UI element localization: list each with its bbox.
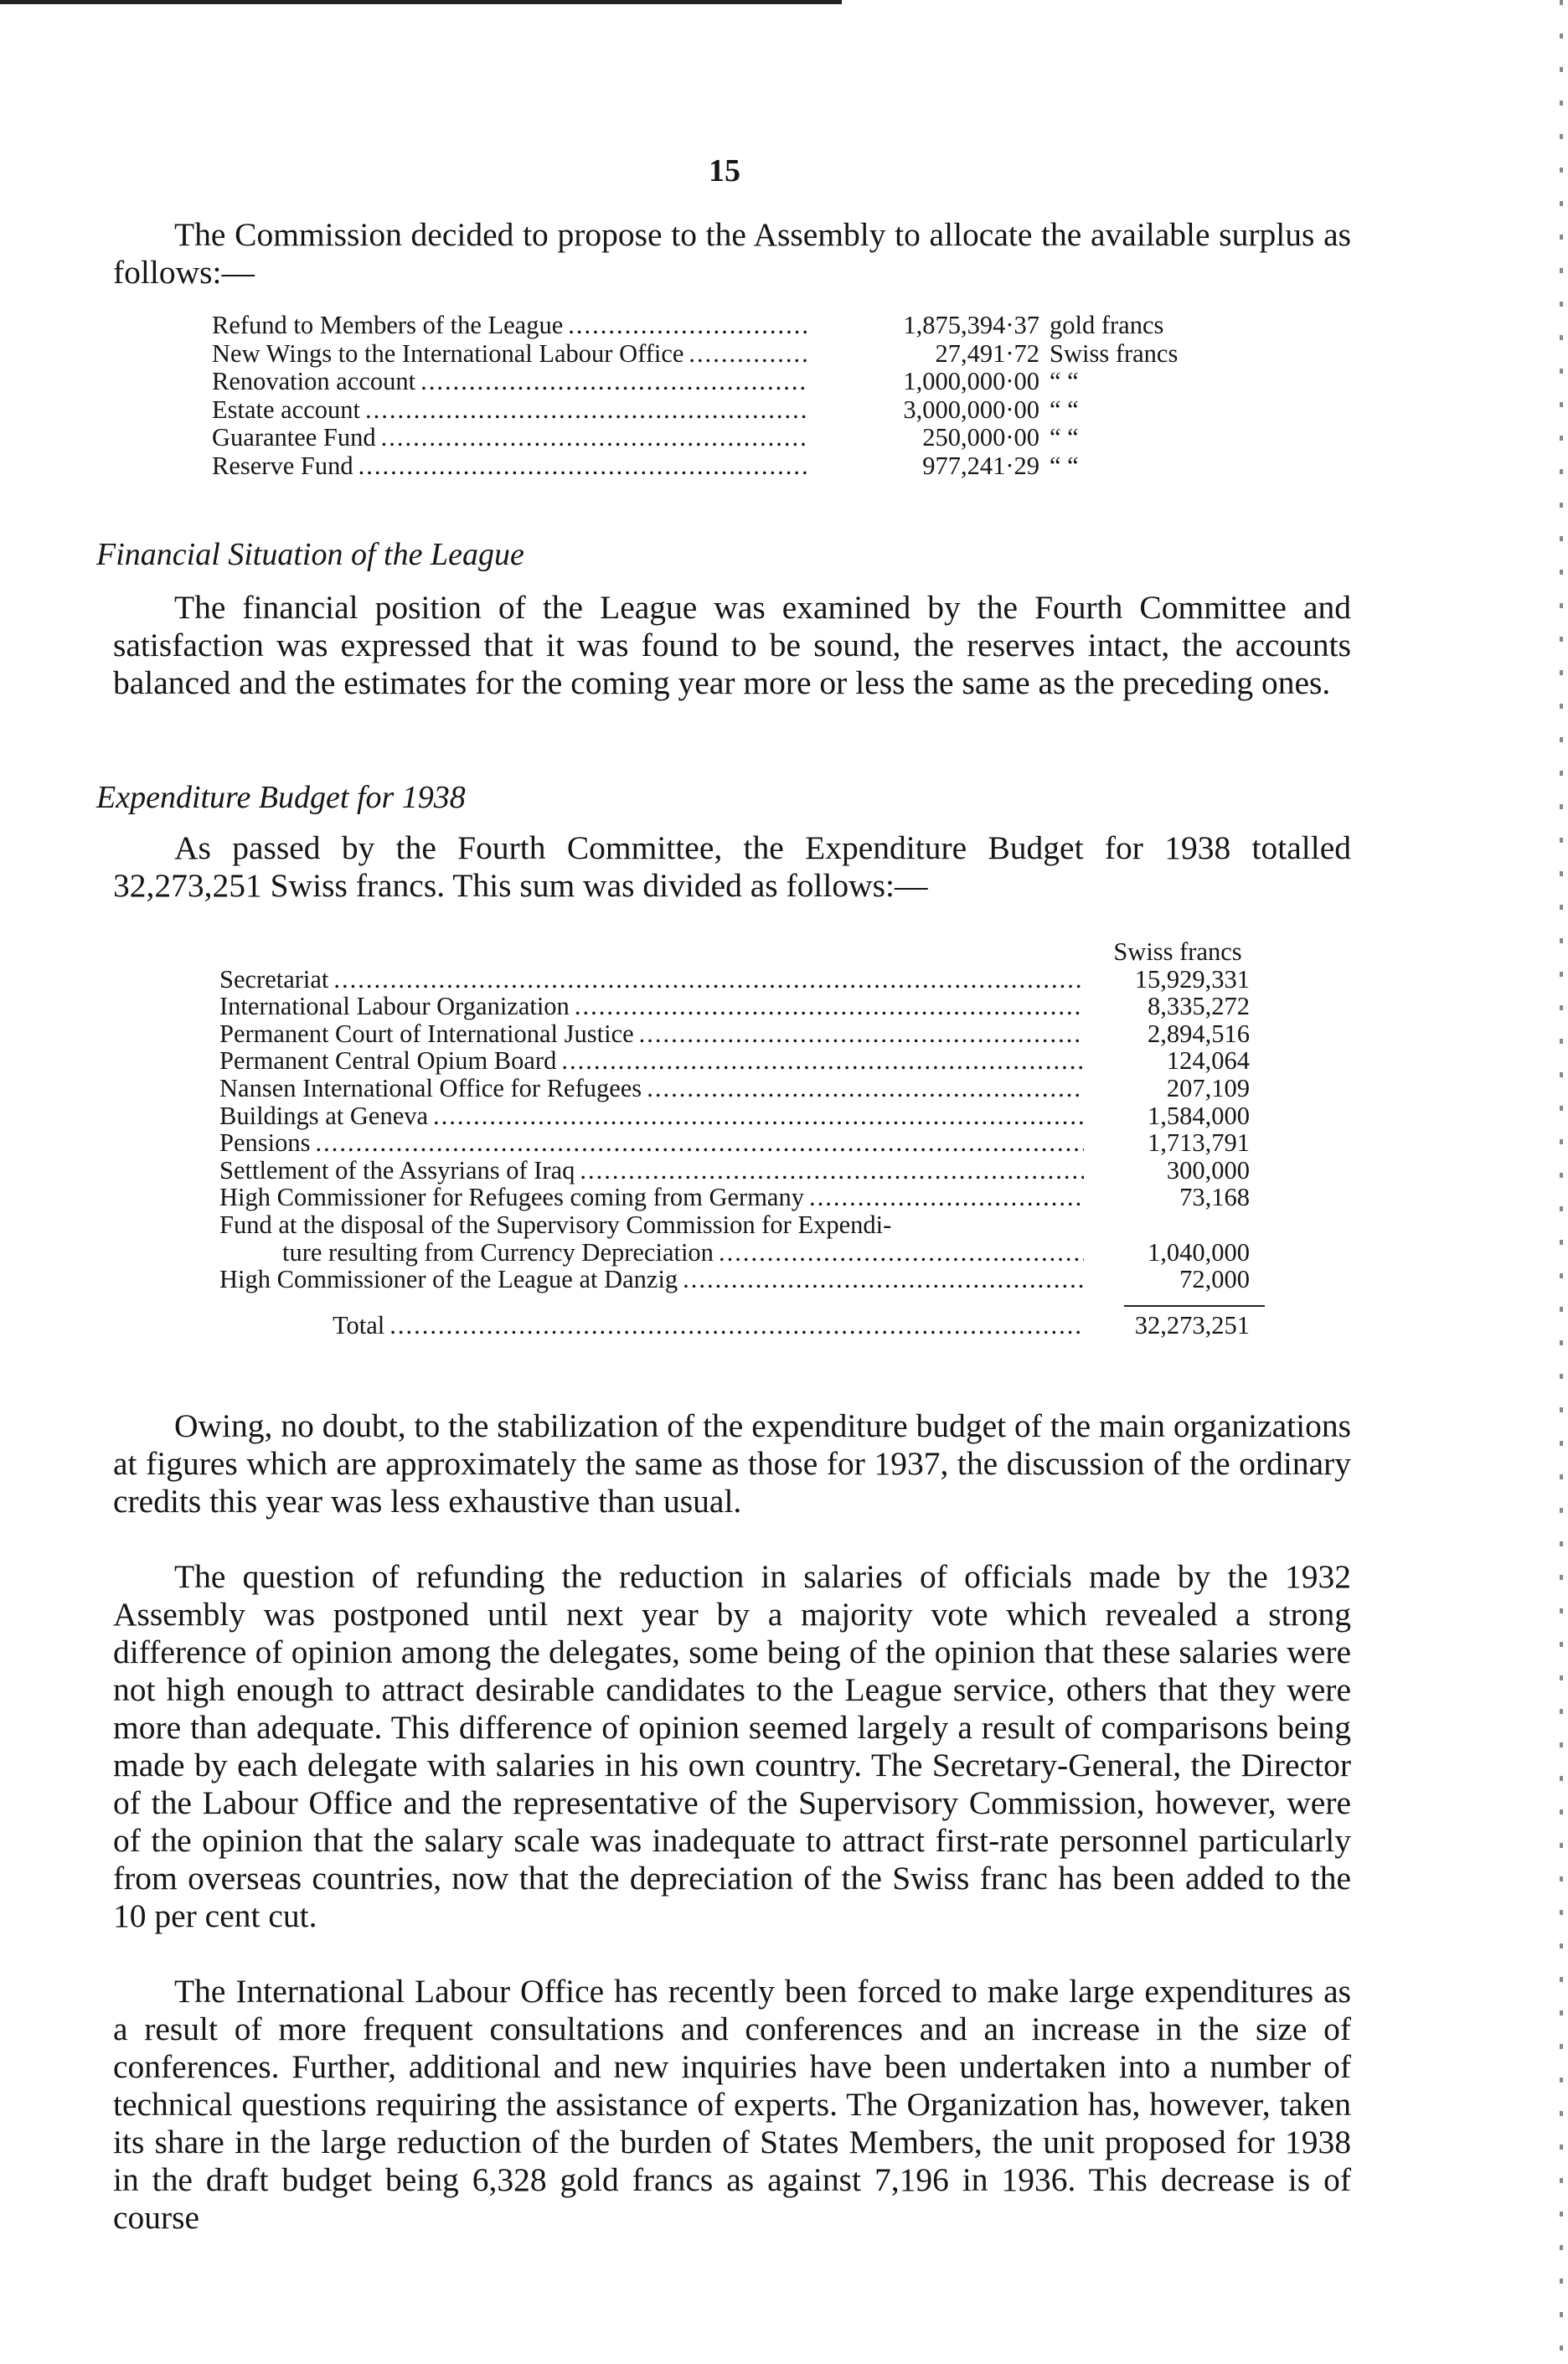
leader-dots <box>315 1129 1084 1157</box>
surplus-row <box>212 368 1242 396</box>
budget-item-label: Buildings at Geneva <box>219 1101 429 1130</box>
surplus-label: Estate account <box>212 395 360 424</box>
surplus-amount: 250,000·00 <box>922 423 1039 452</box>
budget-item-label: High Commissioner for Refugees coming from Germany <box>219 1183 804 1212</box>
budget-row <box>219 1047 1266 1075</box>
leader-dots <box>647 1075 1084 1102</box>
budget-item-label: Permanent Central Opium Board <box>219 1046 557 1076</box>
leader-dots <box>358 452 808 481</box>
paragraph-3-block <box>113 1407 1351 1520</box>
surplus-unit: “ “ <box>1050 367 1079 395</box>
surplus-label: Reserve Fund <box>212 451 353 480</box>
budget-total-amount: 32,273,251 <box>1134 1310 1250 1339</box>
leader-dots <box>809 1184 1084 1211</box>
budget-item-label: Pensions <box>219 1128 311 1158</box>
budget-item-label: Nansen International Office for Refugees <box>219 1073 642 1102</box>
budget-item-amount: 207,109 <box>1166 1073 1250 1102</box>
leader-dots <box>333 966 1084 994</box>
budget-row <box>219 1266 1266 1293</box>
budget-item-amount: 8,335,272 <box>1148 992 1250 1021</box>
surplus-amount: 27,491·72 <box>935 338 1039 368</box>
paragraph-5: The International Labour Office has recently been forced to make large expenditures as a result of more frequent consultations and conferences and an increase in the size of conferences. Further, additional and new inquiries have been undertaken into a number of technical questions requiring the assistance of experts. The Organization has, however, taken its share in the large reduction of the burden of States Members, the unit proposed for 1938 in the draft budget being 6,328 gold francs as against 7,196 in 1936. This decrease is of course <box>113 1973 1351 2236</box>
surplus-amount: 1,875,394·37 <box>903 311 1039 339</box>
surplus-label: New Wings to the International Labour Office <box>212 338 684 368</box>
surplus-unit: “ “ <box>1050 451 1079 480</box>
surplus-amount: 3,000,000·00 <box>903 395 1039 424</box>
budget-item-amount: 2,894,516 <box>1148 1019 1250 1048</box>
budget-row <box>219 1102 1266 1130</box>
surplus-row <box>212 340 1242 369</box>
surplus-unit: gold francs <box>1050 311 1164 339</box>
section-heading-expenditure-budget: Expenditure Budget for 1938 <box>96 780 466 815</box>
paragraph-5-block <box>113 1973 1351 2237</box>
intro-paragraph: The Commission decided to propose to the Assembly to allocate the available surplus as follows:— <box>113 216 1351 291</box>
budget-row <box>219 1157 1266 1185</box>
surplus-allocation-table <box>212 312 1242 480</box>
surplus-row <box>212 312 1242 340</box>
budget-row <box>219 1184 1266 1211</box>
financial-situation-block <box>113 589 1351 702</box>
budget-item-label: High Commissioner of the League at Danzig <box>219 1265 678 1294</box>
surplus-unit: “ “ <box>1050 423 1079 452</box>
budget-table <box>219 938 1266 1339</box>
surplus-label: Renovation account <box>212 367 416 395</box>
leader-dots <box>433 1102 1084 1130</box>
surplus-amount: 977,241·29 <box>922 451 1039 480</box>
surplus-unit: Swiss francs <box>1050 338 1179 368</box>
budget-total-label: Total <box>333 1310 385 1339</box>
scan-edge-line <box>0 0 842 4</box>
budget-item-label: Settlement of the Assyrians of Iraq <box>219 1155 575 1185</box>
page-number: 15 <box>709 153 740 188</box>
leader-dots <box>719 1239 1084 1267</box>
budget-item-label: Secretariat <box>219 964 329 994</box>
budget-item-label: ture resulting from Currency Depreciation <box>282 1237 714 1267</box>
budget-item-amount: 72,000 <box>1179 1265 1250 1294</box>
leader-dots <box>575 993 1084 1020</box>
budget-item-amount: 124,064 <box>1166 1046 1250 1076</box>
budget-row <box>219 966 1266 994</box>
surplus-label: Guarantee Fund <box>212 423 376 452</box>
budget-row <box>219 1129 1266 1157</box>
budget-item-amount: 1,040,000 <box>1148 1237 1250 1267</box>
budget-item-label: Fund at the disposal of the Supervisory Commission for Expendi- <box>219 1210 892 1239</box>
budget-item-amount: 300,000 <box>1166 1155 1250 1185</box>
scan-right-edge <box>1560 0 1563 2364</box>
leader-dots <box>389 1312 1084 1339</box>
paragraph-4: The question of refunding the reduction in salaries of officials made by the 1932 Assembly was postponed until next year by a majority vote which revealed a strong difference of opinion among the delegates, some being of the opinion that these salaries were not high enough to attract desirable candidates to the League service, others that they were more than adequate. This difference of opinion seemed largely a result of comparisons being made by each delegate with salaries in his own country. The Secretary-General, the Director of the Labour Office and the representative of the Supervisory Commission, however, were of the opinion that the salary scale was inadequate to attract first-rate personnel particularly from overseas countries, now that the depreciation of the Swiss franc has been added to the 10 per cent cut. <box>113 1558 1351 1934</box>
leader-dots <box>580 1157 1084 1185</box>
leader-dots <box>561 1047 1084 1075</box>
budget-row <box>219 993 1266 1020</box>
budget-item-amount: 1,584,000 <box>1148 1101 1250 1130</box>
surplus-row <box>212 452 1242 481</box>
budget-row <box>219 1075 1266 1102</box>
surplus-row <box>212 396 1242 425</box>
leader-dots <box>683 1266 1084 1293</box>
budget-item-amount: 1,713,791 <box>1148 1128 1250 1158</box>
budget-row <box>219 1020 1266 1048</box>
budget-item-amount: 73,168 <box>1179 1183 1250 1212</box>
budget-total-row <box>219 1312 1266 1339</box>
financial-situation-paragraph: The financial position of the League was examined by the Fourth Committee and satisfaction was expressed that it was found to be sound, the reserves intact, the accounts balanced and the estimates for the coming year more or less the same as the preceding ones. <box>113 589 1351 701</box>
budget-item-amount: 15,929,331 <box>1134 964 1250 994</box>
budget-rows <box>219 966 1266 1293</box>
total-rule <box>1124 1305 1265 1307</box>
leader-dots <box>568 312 808 340</box>
expenditure-budget-paragraph: As passed by the Fourth Committee, the Expenditure Budget for 1938 totalled 32,273,251 Swiss francs. This sum was divided as follows:— <box>113 829 1351 904</box>
surplus-row <box>212 424 1242 452</box>
leader-dots <box>420 368 808 396</box>
budget-row <box>219 1239 1266 1267</box>
intro-paragraph-block <box>113 216 1351 292</box>
section-heading-financial-situation: Financial Situation of the League <box>96 537 524 572</box>
surplus-label: Refund to Members of the League <box>212 311 564 339</box>
paragraph-3: Owing, no doubt, to the stabilization of the expenditure budget of the main organizations at figures which are approximately the same as those for 1937, the discussion of the ordinary credits this year was less exhaustive than usual. <box>113 1407 1351 1520</box>
surplus-unit: “ “ <box>1050 395 1079 424</box>
leader-dots <box>639 1020 1084 1048</box>
surplus-amount: 1,000,000·00 <box>903 367 1039 395</box>
leader-dots <box>381 424 808 452</box>
paragraph-4-block <box>113 1558 1351 1935</box>
leader-dots <box>689 340 808 369</box>
budget-item-label: Permanent Court of International Justice <box>219 1019 634 1048</box>
leader-dots <box>365 396 808 425</box>
budget-item-label: International Labour Organization <box>219 992 570 1021</box>
budget-currency-label: Swiss francs <box>1113 937 1242 966</box>
budget-column-header <box>219 938 1266 966</box>
expenditure-budget-block <box>113 829 1351 905</box>
budget-row <box>219 1211 1266 1239</box>
